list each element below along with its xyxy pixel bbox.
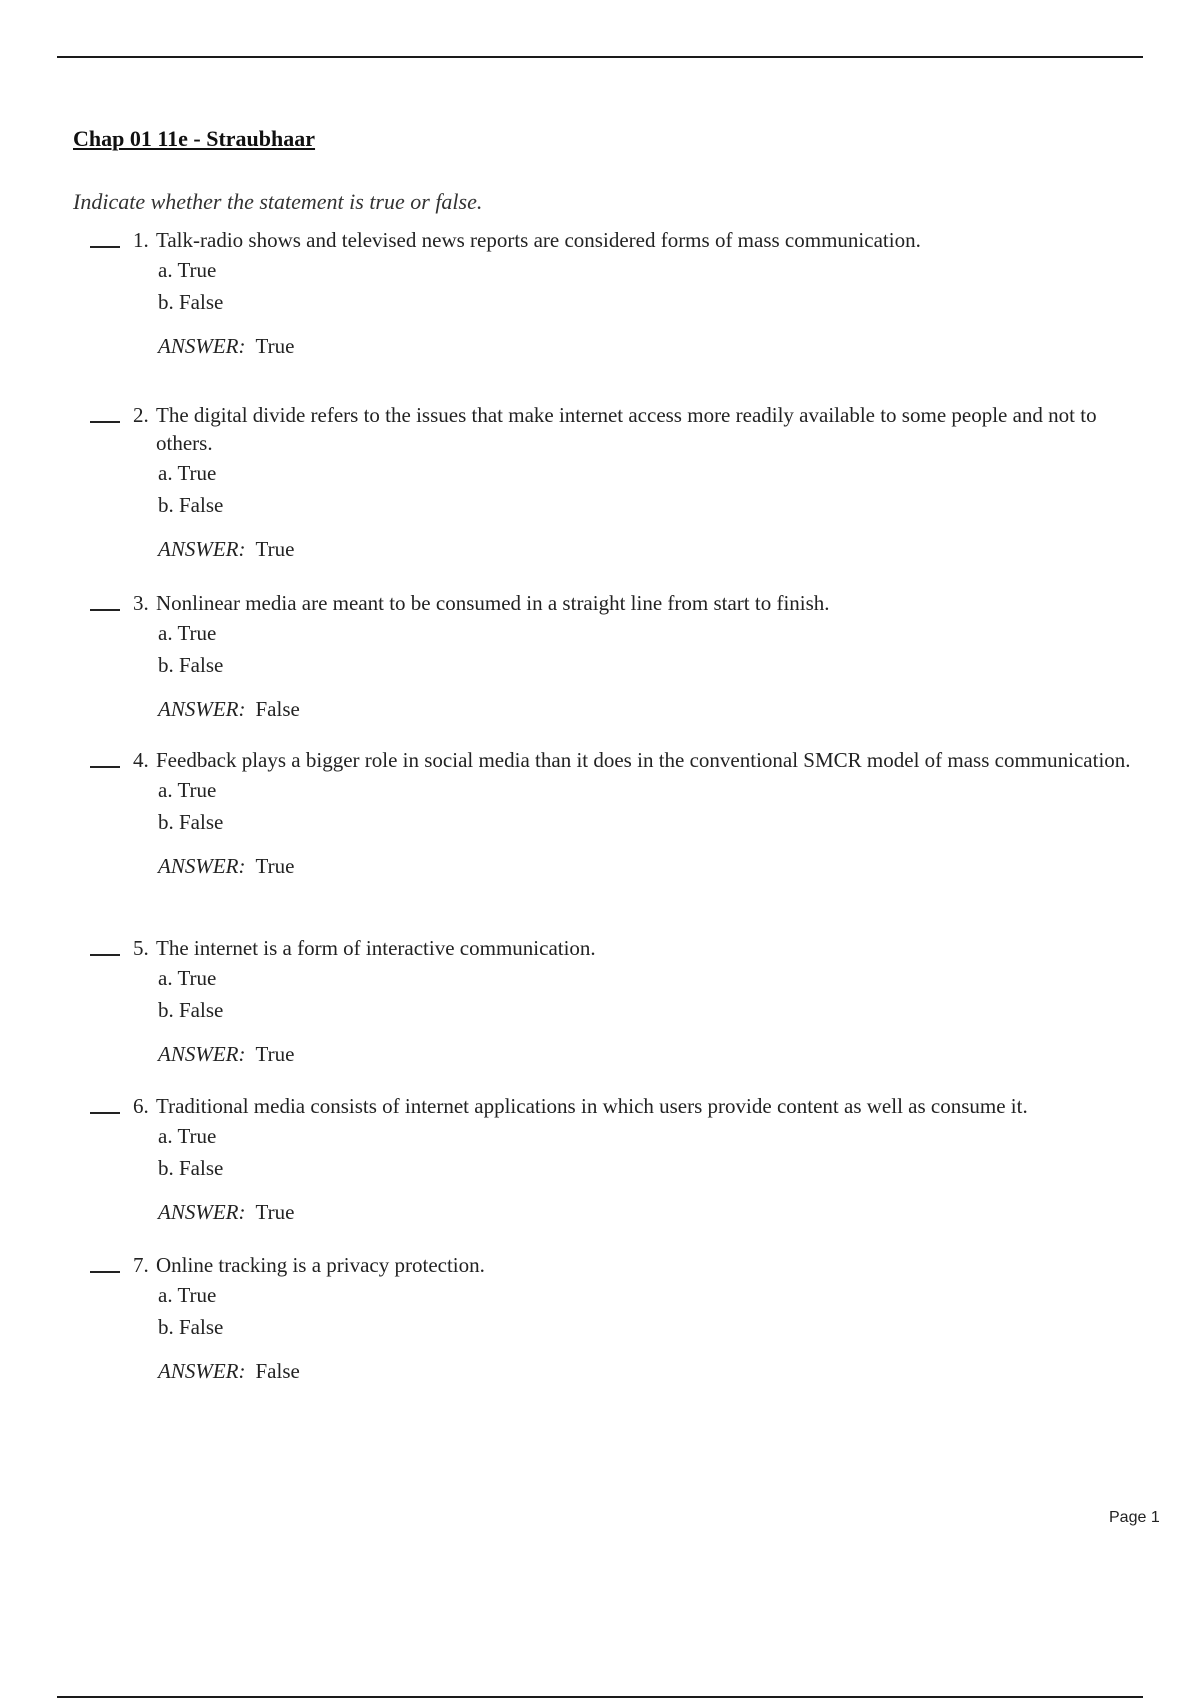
page-number: Page 1 — [1109, 1509, 1160, 1526]
question-text: Traditional media consists of internet applications in which users provide content as well as consume it. — [156, 1094, 1028, 1118]
question-6 — [90, 1092, 1150, 1225]
answer-value: True — [255, 1200, 295, 1224]
option-true: a. True — [158, 621, 217, 645]
question-number: 5. — [133, 936, 149, 960]
option-false: b. False — [158, 493, 224, 517]
answer-label: ANSWER: — [158, 1200, 246, 1224]
answer-value: False — [255, 1359, 300, 1383]
question-1 — [90, 226, 1150, 359]
answer-value: True — [255, 537, 295, 561]
answer-label: ANSWER: — [158, 854, 246, 878]
question-text: Feedback plays a bigger role in social media than it does in the conventional SMCR model of mass communication. — [156, 748, 1131, 772]
question-text: The digital divide refers to the issues that make internet access more readily available to some people and not to others. — [156, 403, 1097, 455]
option-false: b. False — [158, 998, 224, 1022]
question-5 — [90, 934, 1150, 1067]
question-number: 4. — [133, 748, 149, 772]
question-3 — [90, 589, 1150, 722]
question-7 — [90, 1251, 1150, 1384]
option-true: a. True — [158, 966, 217, 990]
question-text: Talk-radio shows and televised news reports are considered forms of mass communication. — [156, 228, 921, 252]
instructions: Indicate whether the statement is true or false. — [73, 189, 483, 214]
option-true: a. True — [158, 258, 217, 282]
option-false: b. False — [158, 1315, 224, 1339]
question-text: The internet is a form of interactive communication. — [156, 936, 596, 960]
answer-label: ANSWER: — [158, 1042, 246, 1066]
question-number: 6. — [133, 1094, 149, 1118]
answer-value: False — [255, 697, 300, 721]
option-false: b. False — [158, 810, 224, 834]
option-true: a. True — [158, 1283, 217, 1307]
option-true: a. True — [158, 778, 217, 802]
question-text: Online tracking is a privacy protection. — [156, 1253, 485, 1277]
document-title: Chap 01 11e - Straubhaar — [73, 126, 316, 151]
question-text: Nonlinear media are meant to be consumed in a straight line from start to finish. — [156, 591, 830, 615]
question-number: 2. — [133, 403, 149, 427]
answer-row — [90, 537, 1150, 562]
question-2 — [90, 401, 1150, 562]
bottom-rule — [57, 1696, 1143, 1698]
option-true: a. True — [158, 1124, 217, 1148]
answer-row — [90, 854, 1150, 879]
question-number: 1. — [133, 228, 149, 252]
answer-value: True — [255, 1042, 295, 1066]
question-number: 3. — [133, 591, 149, 615]
option-false: b. False — [158, 290, 224, 314]
answer-row — [90, 1359, 1150, 1384]
answer-label: ANSWER: — [158, 334, 246, 358]
answer-value: True — [255, 334, 295, 358]
answer-value: True — [255, 854, 295, 878]
question-number: 7. — [133, 1253, 149, 1277]
question-4 — [90, 746, 1150, 879]
answer-row — [90, 1200, 1150, 1225]
answer-row — [90, 697, 1150, 722]
option-false: b. False — [158, 653, 224, 677]
answer-label: ANSWER: — [158, 537, 246, 561]
top-rule — [57, 56, 1143, 58]
answer-row — [90, 334, 1150, 359]
option-false: b. False — [158, 1156, 224, 1180]
answer-row — [90, 1042, 1150, 1067]
option-true: a. True — [158, 461, 217, 485]
answer-label: ANSWER: — [158, 697, 246, 721]
answer-label: ANSWER: — [158, 1359, 246, 1383]
